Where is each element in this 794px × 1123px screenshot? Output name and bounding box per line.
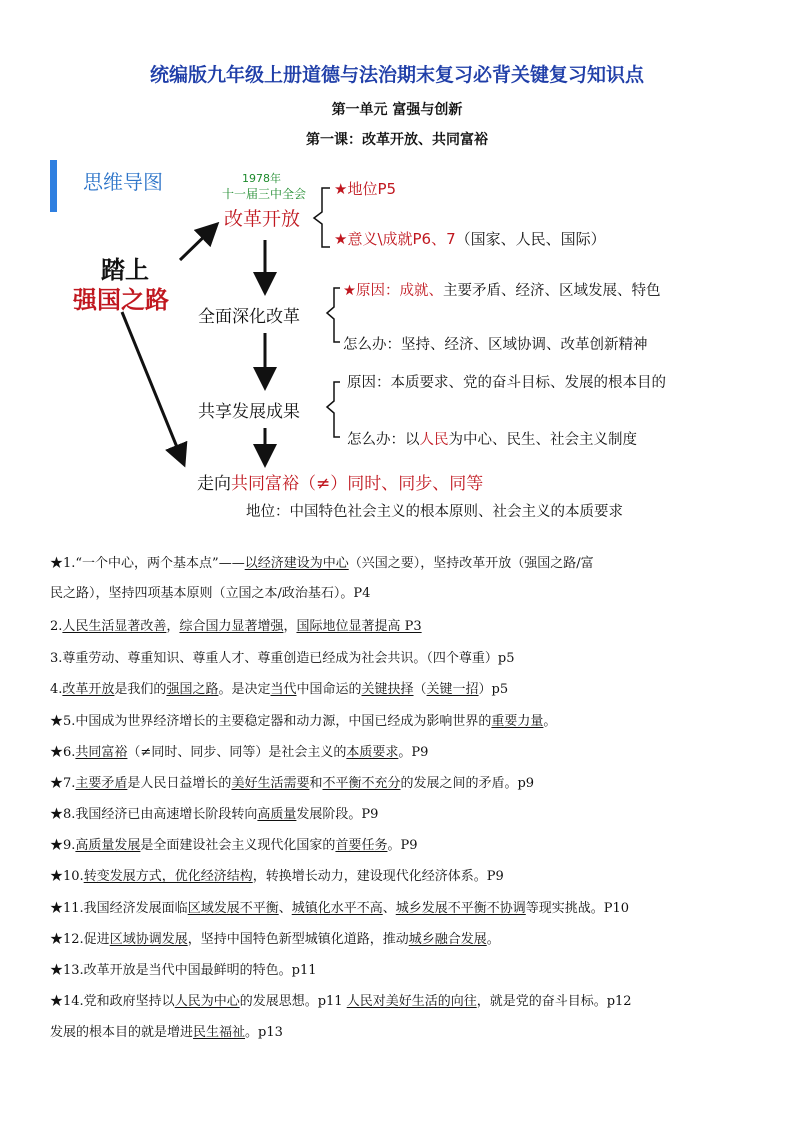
brace-deepen — [327, 288, 340, 342]
line-text: ★14.党和政府坚持以 — [50, 994, 175, 1009]
underlined-key-term: 人民为中心 — [174, 994, 240, 1009]
line-text: 2. — [50, 619, 63, 634]
line-text: 。P9 — [398, 745, 429, 760]
share-node: 共享发展成果 — [198, 402, 300, 422]
brace-reform — [314, 188, 330, 247]
underlined-key-term: 关键一招 — [426, 682, 479, 697]
line-text: ★5.中国成为世界经济增长的主要稳定器和动力源，中国已经成为影响世界的 — [50, 714, 492, 729]
deepen-reason-red: 成就、 — [399, 283, 443, 299]
line-text: ）p5 — [478, 682, 509, 697]
share-how-b: 为中心、民生、社会主义制度 — [448, 432, 637, 448]
line-text: ★9. — [50, 838, 76, 853]
underlined-key-term: 人民对美好生活的向往 — [346, 994, 477, 1009]
knowledge-line — [50, 775, 534, 793]
line-text: 。P9 — [387, 838, 418, 853]
share-reason: 原因：本质要求、党的奋斗目标、发展的根本目的 — [347, 375, 666, 391]
common-node — [197, 469, 483, 494]
line-text: 发展的根本目的就是增进 — [50, 1025, 194, 1040]
share-how — [347, 428, 637, 449]
deepen-node: 全面深化改革 — [198, 307, 300, 327]
underlined-key-term: 共同富裕 — [75, 745, 128, 760]
line-text: ★7. — [50, 776, 76, 791]
underlined-key-term: 国际地位显著提高 P3 — [296, 619, 422, 634]
deepen-reason-rest: 主要矛盾、经济、区域发展、特色 — [443, 283, 661, 299]
significance-text: ★意义\成就P6、7 — [334, 230, 456, 248]
line-text: ★13.改革开放是当代中国最鲜明的特色。p11 — [50, 963, 317, 978]
knowledge-line — [50, 650, 515, 668]
line-text: 、 — [382, 901, 396, 916]
underlined-key-term: 当代 — [270, 682, 297, 697]
line-text: ★8.我国经济已由高速增长阶段转向 — [50, 807, 258, 822]
line-text: 。是决定 — [218, 682, 271, 697]
underlined-key-term: 城镇化水平不高 — [291, 901, 383, 916]
underlined-key-term: 高质量 — [257, 807, 297, 822]
deepen-how: 怎么办：坚持、经济、区域协调、改革创新精神 — [343, 337, 648, 353]
knowledge-line — [50, 713, 556, 731]
line-text: 的发展思想。p11 — [239, 994, 347, 1009]
document-title: 统编版九年级上册道德与法治期末复习必背关键复习知识点 — [149, 64, 644, 86]
mindmap-label: 思维导图 — [83, 170, 163, 194]
line-text: （ — [413, 682, 427, 697]
significance-item — [334, 228, 606, 249]
share-how-red: 人民 — [419, 432, 449, 448]
line-text: 中国命运的 — [296, 682, 362, 697]
common-node-a: 走向 — [197, 474, 231, 494]
knowledge-line — [50, 585, 370, 603]
knowledge-line — [50, 1024, 283, 1042]
unit-heading: 第一单元 富强与创新 — [331, 102, 463, 118]
underlined-key-term: 高质量发展 — [75, 838, 141, 853]
knowledge-line — [50, 962, 317, 980]
line-text: ，坚持中国特色新型城镇化道路，推动 — [187, 932, 409, 947]
underlined-key-term: 区域协调发展 — [109, 932, 188, 947]
line-text: ，转换增长动力，建设现代化经济体系。P9 — [252, 869, 504, 884]
underlined-key-term: 美好生活需要 — [231, 776, 310, 791]
line-text: 和 — [309, 776, 323, 791]
knowledge-line — [50, 900, 629, 918]
line-text: （兴国之要），坚持改革开放（强国之路/富 — [348, 556, 594, 571]
knowledge-line — [50, 868, 504, 886]
underlined-key-term: 城乡发展不平衡不协调 — [395, 901, 526, 916]
significance-note: （国家、人民、国际） — [455, 230, 606, 248]
meeting-label: 十一届三中全会 — [222, 187, 307, 201]
knowledge-line — [50, 931, 500, 949]
knowledge-line — [50, 618, 422, 636]
status-item: ★地位P5 — [334, 180, 397, 198]
line-text: 。 — [543, 714, 557, 729]
arrow-to-common — [122, 312, 183, 462]
line-text: 民之路），坚持四项基本原则（立国之本/政治基石）。P4 — [50, 586, 371, 601]
underlined-key-term: 以经济建设为中心 — [244, 556, 349, 571]
line-text: （≠同时、同步、同等）是社会主义的 — [127, 745, 347, 760]
underlined-key-term: 民生福祉 — [193, 1025, 246, 1040]
main-node-bottom: 强国之路 — [73, 286, 169, 314]
share-how-a: 怎么办：以 — [347, 432, 420, 448]
knowledge-line — [50, 806, 378, 824]
line-text: ★10. — [50, 869, 84, 884]
underlined-key-term: 强国之路 — [166, 682, 219, 697]
underlined-key-term: 区域发展不平衡 — [187, 901, 279, 916]
deepen-reason-prefix: ★原因： — [343, 283, 400, 299]
line-text: 发展阶段。P9 — [296, 807, 379, 822]
underlined-key-term: 改革开放 — [62, 682, 115, 697]
underlined-key-term: 转变发展方式，优化经济结构 — [83, 869, 253, 884]
line-text: ★6. — [50, 745, 76, 760]
year-label: 1978年 — [242, 172, 281, 185]
underlined-key-term: 首要任务 — [335, 838, 388, 853]
underlined-key-term: 综合国力显著增强 — [179, 619, 284, 634]
line-text: ，就是党的奋斗目标。p12 — [476, 994, 632, 1009]
underlined-key-term: 城乡融合发展 — [408, 932, 487, 947]
line-text: 的发展之间的矛盾。p9 — [400, 776, 535, 791]
underlined-key-term: 重要力量 — [491, 714, 544, 729]
knowledge-line — [50, 837, 417, 855]
line-text: ， — [283, 619, 297, 634]
common-status: 地位：中国特色社会主义的根本原则、社会主义的本质要求 — [246, 504, 623, 520]
line-text: 。 — [486, 932, 500, 947]
line-text: ， — [166, 619, 180, 634]
lesson-heading: 第一课：改革开放、共同富裕 — [306, 132, 488, 148]
underlined-key-term: 主要矛盾 — [75, 776, 128, 791]
underlined-key-term: 人民生活显著改善 — [62, 619, 167, 634]
arrow-to-reform — [180, 226, 215, 260]
line-text: 3.尊重劳动、尊重知识、尊重人才、尊重创造已经成为社会共识。（四个尊重）p5 — [50, 651, 515, 666]
underlined-key-term: 本质要求 — [346, 745, 399, 760]
underlined-key-term: 不平衡不充分 — [322, 776, 401, 791]
line-text: ★12.促进 — [50, 932, 110, 947]
line-text: ★1.“一个中心，两个基本点”—— — [50, 556, 245, 571]
knowledge-line — [50, 744, 428, 762]
knowledge-line — [50, 993, 632, 1011]
deepen-reason — [343, 279, 661, 300]
common-node-red: 共同富裕（≠）同时、同步、同等 — [231, 474, 484, 494]
knowledge-line — [50, 555, 594, 573]
line-text: 4. — [50, 682, 63, 697]
line-text: 是人民日益增长的 — [127, 776, 232, 791]
underlined-key-term: 关键抉择 — [361, 682, 414, 697]
reform-node: 改革开放 — [224, 208, 301, 230]
line-text: 。p13 — [245, 1025, 283, 1040]
line-text: ★11.我国经济发展面临 — [50, 901, 188, 916]
main-node-top: 踏上 — [101, 256, 149, 284]
line-text: 等现实挑战。P10 — [525, 901, 630, 916]
line-text: 、 — [278, 901, 292, 916]
line-text: 是全面建设社会主义现代化国家的 — [140, 838, 336, 853]
knowledge-line — [50, 681, 508, 699]
line-text: 是我们的 — [114, 682, 167, 697]
brace-share — [327, 382, 340, 437]
